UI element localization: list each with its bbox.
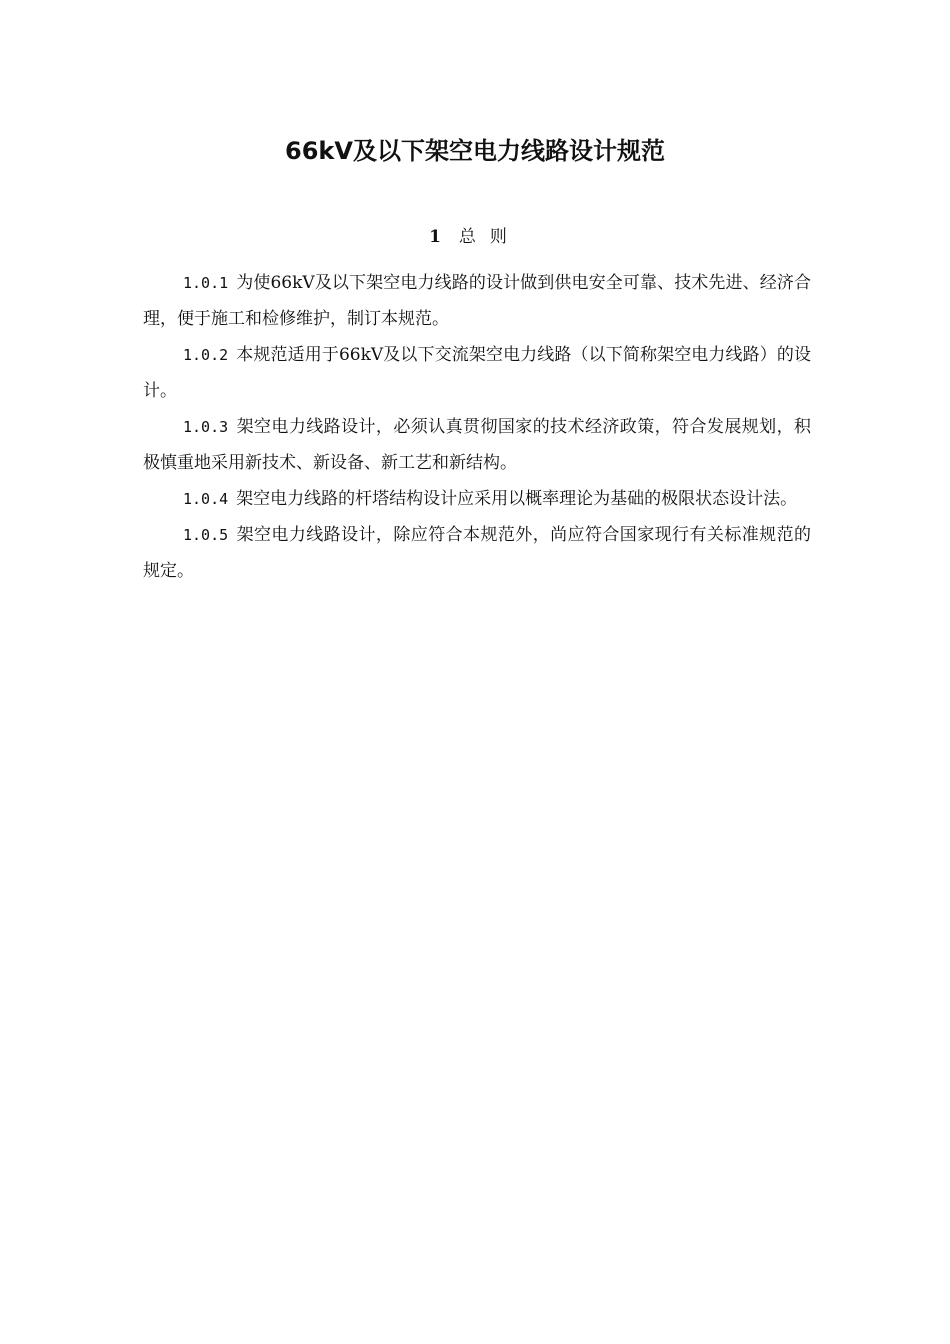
section-number: 1 bbox=[429, 227, 441, 247]
clause-text: 架空电力线路设计，除应符合本规范外，尚应符合国家现行有关标准规范的规定。 bbox=[143, 525, 811, 581]
document-title: 66kV及以下架空电力线路设计规范 bbox=[285, 137, 665, 165]
clause-number: 1.0.2 bbox=[183, 346, 229, 364]
clause-text: 架空电力线路设计，必须认真贯彻国家的技术经济政策，符合发展规划，积极慎重地采用新技术、新设备、新工艺和新结构。 bbox=[143, 417, 811, 473]
clause-1-0-1 bbox=[143, 265, 811, 337]
clause-1-0-2 bbox=[143, 337, 811, 409]
clause-1-0-5 bbox=[143, 517, 811, 589]
clause-number: 1.0.3 bbox=[183, 418, 229, 436]
clause-number: 1.0.4 bbox=[183, 490, 229, 508]
clause-number: 1.0.5 bbox=[183, 526, 229, 544]
section-title: 总则 bbox=[458, 227, 521, 247]
clause-list bbox=[143, 265, 811, 589]
clause-text: 为使66kV及以下架空电力线路的设计做到供电安全可靠、技术先进、经济合理，便于施工和检修维护，制订本规范。 bbox=[143, 273, 811, 329]
clause-number: 1.0.1 bbox=[183, 274, 229, 292]
clause-1-0-3 bbox=[143, 409, 811, 481]
clause-1-0-4 bbox=[143, 481, 811, 517]
clause-text: 本规范适用于66kV及以下交流架空电力线路（以下简称架空电力线路）的设计。 bbox=[143, 345, 811, 401]
clause-text: 架空电力线路的杆塔结构设计应采用以概率理论为基础的极限状态设计法。 bbox=[236, 489, 798, 509]
section-heading bbox=[0, 224, 950, 250]
